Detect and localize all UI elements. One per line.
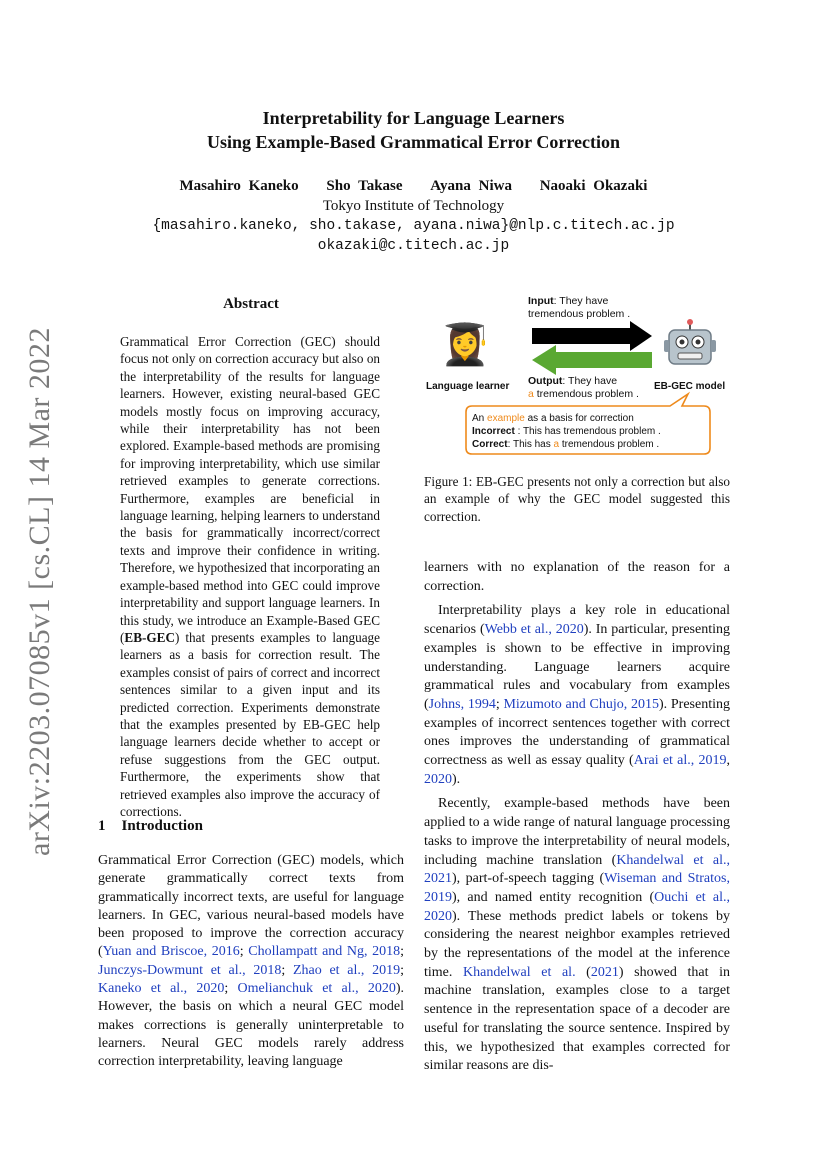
author-name: Naoaki Okazaki bbox=[539, 178, 648, 194]
citation-link[interactable]: 2021 bbox=[590, 964, 619, 980]
citation-link[interactable]: Junczys-Dowmunt et al., 2018 bbox=[98, 962, 282, 978]
citation-link[interactable]: Kaneko et al., 2020 bbox=[98, 981, 225, 997]
author-name: Ayana Niwa bbox=[430, 178, 512, 194]
correct-example bbox=[472, 439, 659, 450]
input-arrow bbox=[532, 321, 652, 351]
text-run: Grammatical Error Correction (GEC) models, which generate grammatically correct texts from grammatically incorrect texts, are useful for language learners. In GEC, various neural-based models have been proposed to improve the correction accuracy ( bbox=[98, 853, 404, 960]
section-title: Introduction bbox=[121, 818, 203, 834]
text-run: Recently, example-based methods have been applied to a wide range of natural language processing tasks to improve the interpretability of neural models, including machine translation ( bbox=[424, 796, 730, 868]
text-run: ). In particular, presenting examples is shown to be effective in improving understanding. Language learners acquire grammatical rules and vocabulary from examples ( bbox=[424, 622, 730, 712]
abstract-part: Grammatical Error Correction (GEC) should focus not only on correction accuracy but also on the interpretability of the results for language learners. However, existing neural-based GEC models mostly focus on improving accuracy, while their interpretability has not been explored. Example-based methods are promising for improving interpretability, which use similar retrieved examples to generate corrections. Furthermore, examples are beneficial in language learning, helping learners to understand the basis for grammatically incorrect/correct texts and improve their confidence in writing. Therefore, we hypothesized that incorporating an example-based method into GEC could improve interpretability and support language learners. In this study, we introduce an Example-Based GEC ( bbox=[120, 334, 381, 645]
citation-link[interactable]: 2020 bbox=[424, 771, 452, 787]
output-text-line-2 bbox=[528, 388, 639, 400]
affiliation: Tokyo Institute of Technology bbox=[322, 198, 505, 214]
output-label-line bbox=[528, 375, 617, 387]
output-arrow bbox=[532, 345, 652, 375]
input-label-line bbox=[528, 295, 608, 307]
paragraph: Interpretability plays a key role in educational scenarios (Webb et al., 2020). In particular, presenting examples is shown to be effective in improving understanding. Language learners acquire grammatical rules and vocabulary from examples (Johns, 1994; Mizumoto and Chujo, 2015). Presenting examples of incorrect sentences together with correct ones improves the understanding of grammatical correctness as well as essay quality (Arai et al., 2019, 2020). bbox=[424, 603, 730, 787]
example-heading bbox=[472, 413, 634, 424]
abstract-model-name: EB-GEC bbox=[124, 629, 175, 645]
citation-link[interactable]: Zhao et al., 2019 bbox=[292, 962, 401, 978]
output-highlight: a bbox=[528, 388, 534, 400]
text-run: ). However, the basis on which a neural GEC model makes corrections is generally uninterpretable to learners. Neural GEC models rarely address correction interpretability, leaving language bbox=[98, 981, 405, 1070]
robot-icon bbox=[664, 319, 716, 364]
citation-link[interactable]: Khandelwal et al. bbox=[463, 964, 576, 980]
author-name: Sho Takase bbox=[326, 178, 403, 194]
correct-label: Correct bbox=[472, 439, 508, 450]
input-text: : They have bbox=[553, 295, 609, 307]
example-word: example bbox=[487, 413, 525, 424]
citation-link[interactable]: Chollampatt and Ng, 2018 bbox=[248, 944, 401, 960]
text-run: ). Presenting examples of incorrect sentences together with correct ones improves the understanding of grammatical correctness as well as essay quality ( bbox=[424, 696, 730, 769]
citation-link[interactable]: Mizumoto and Chujo, 2015 bbox=[503, 696, 659, 712]
figure-caption: Figure 1: EB-GEC presents not only a correction but also an example of why the GEC model suggested this correction. bbox=[424, 474, 730, 524]
paragraph: learners with no explanation of the reason for a correction. bbox=[424, 560, 730, 594]
output-label: Output bbox=[528, 375, 563, 387]
paper-title bbox=[100, 106, 727, 154]
paragraph: Recently, example-based methods have been applied to a wide range of natural language processing tasks to improve the interpretability of neural models, including machine translation (Khandelwal et al., 2021), part-of-speech tagging (Wiseman and Stratos, 2019), and named entity recognition (Ouchi et al., 2020). These methods predict labels or tokens by considering the nearest neighbor examples retrieved by the representations of the model at the inference time. Khandelwal et al. (2021) showed that in machine translation, examples close to a target sentence in the representation space of a decoder are useful for translating the source sentence. Inspired by this, we hypothesized that examples corrected for similar reasons are dis- bbox=[424, 796, 730, 1074]
text-run: ). These methods predict labels or tokens by considering the nearest neighbor examples retrieved by the representations of the model at the inference time. bbox=[424, 908, 730, 980]
output-text: : They have bbox=[562, 375, 618, 387]
learner-icon: 👩‍🎓 bbox=[440, 322, 490, 368]
input-text-2: tremendous problem . bbox=[528, 308, 631, 320]
example-pre: An bbox=[472, 413, 488, 424]
citation-link[interactable]: Wiseman and Stratos, 2019 bbox=[424, 871, 730, 905]
text-run: ). bbox=[452, 771, 461, 787]
text-run: Interpretability plays a key role in educational scenarios ( bbox=[424, 603, 730, 638]
right-column-text bbox=[424, 559, 730, 1076]
section-heading bbox=[98, 818, 203, 835]
correct-text: : This has bbox=[507, 439, 554, 450]
example-post: as a basis for correction bbox=[524, 413, 634, 424]
output-text-2: tremendous problem . bbox=[533, 388, 639, 400]
figure-1 bbox=[420, 288, 730, 458]
citation-link[interactable]: Omelianchuk et al., 2020 bbox=[237, 981, 396, 997]
correct-text-2: tremendous problem . bbox=[559, 439, 660, 450]
citation-link[interactable]: Yuan and Briscoe, 2016 bbox=[102, 944, 240, 960]
incorrect-label: Incorrect bbox=[472, 426, 515, 437]
arxiv-identifier: arXiv:2203.07085v1 [cs.CL] 14 Mar 2022 bbox=[23, 327, 56, 856]
figure-diagram bbox=[420, 288, 730, 458]
citation-link[interactable]: Ouchi et al., 2020 bbox=[424, 889, 730, 924]
author-emails: {masahiro.kaneko, sho.takase, ayana.niwa}@nlp.c.titech.ac.jp bbox=[152, 218, 675, 234]
incorrect-example bbox=[472, 426, 661, 437]
citation-link[interactable]: Johns, 1994 bbox=[428, 696, 496, 712]
correct-highlight: a bbox=[553, 439, 560, 450]
author-block bbox=[100, 176, 727, 256]
text-run: ), and named entity recognition ( bbox=[452, 889, 655, 905]
title-line-1: Interpretability for Language Learners bbox=[262, 108, 565, 128]
introduction-text bbox=[98, 852, 404, 1072]
input-label: Input bbox=[528, 295, 554, 307]
author-names bbox=[100, 176, 727, 196]
paragraph: Grammatical Error Correction (GEC) models, which generate grammatically correct texts from grammatically incorrect texts, are useful for language learners. In GEC, various neural-based models have been proposed to improve the correction accuracy (Yuan and Briscoe, 2016; Chollampatt and Ng, 2018; Junczys-Dowmunt et al., 2018; Zhao et al., 2019; Kaneko et al., 2020; Omelianchuk et al., 2020). However, the basis on which a neural GEC model makes corrections is generally uninterpretable to learners. Neural GEC models rarely address correction interpretability, leaving language bbox=[98, 853, 405, 1070]
abstract-text bbox=[120, 333, 380, 820]
learner-label: Language learner bbox=[426, 381, 510, 392]
text-run: ) showed that in machine translation, examples close to a target sentence in the representation space of a decoder are useful for translating the source sentence. Inspired by this, we hypothesized that examples corrected for similar reasons are dis- bbox=[424, 964, 730, 1074]
citation-link[interactable]: Khandelwal et al., 2021 bbox=[424, 852, 730, 887]
author-name: Masahiro Kaneko bbox=[179, 178, 299, 194]
abstract-heading: Abstract bbox=[223, 296, 279, 312]
section-number: 1 bbox=[98, 818, 106, 834]
abstract-part: ) that presents examples to language learners as a basis for correction result. The examples consist of pairs of correct and incorrect sentences similar to a given input and its predicted correction. Experiments demonstrate that the examples presented by EB-GEC help language learners decide whether to accept or refuse suggestions from the GEC output. Furthermore, the experiments show that retrieved examples also improve the accuracy of corrections. bbox=[120, 629, 380, 819]
text-run: ), part-of-speech tagging ( bbox=[452, 871, 605, 887]
citation-link[interactable]: Arai et al., 2019 bbox=[633, 753, 727, 769]
incorrect-text: : This has tremendous problem . bbox=[514, 426, 661, 437]
citation-link[interactable]: Webb et al., 2020 bbox=[484, 622, 584, 638]
model-label: EB-GEC model bbox=[654, 381, 726, 392]
author-email-2: okazaki@c.titech.ac.jp bbox=[317, 238, 510, 254]
title-line-2: Using Example-Based Grammatical Error Correction bbox=[207, 132, 620, 152]
